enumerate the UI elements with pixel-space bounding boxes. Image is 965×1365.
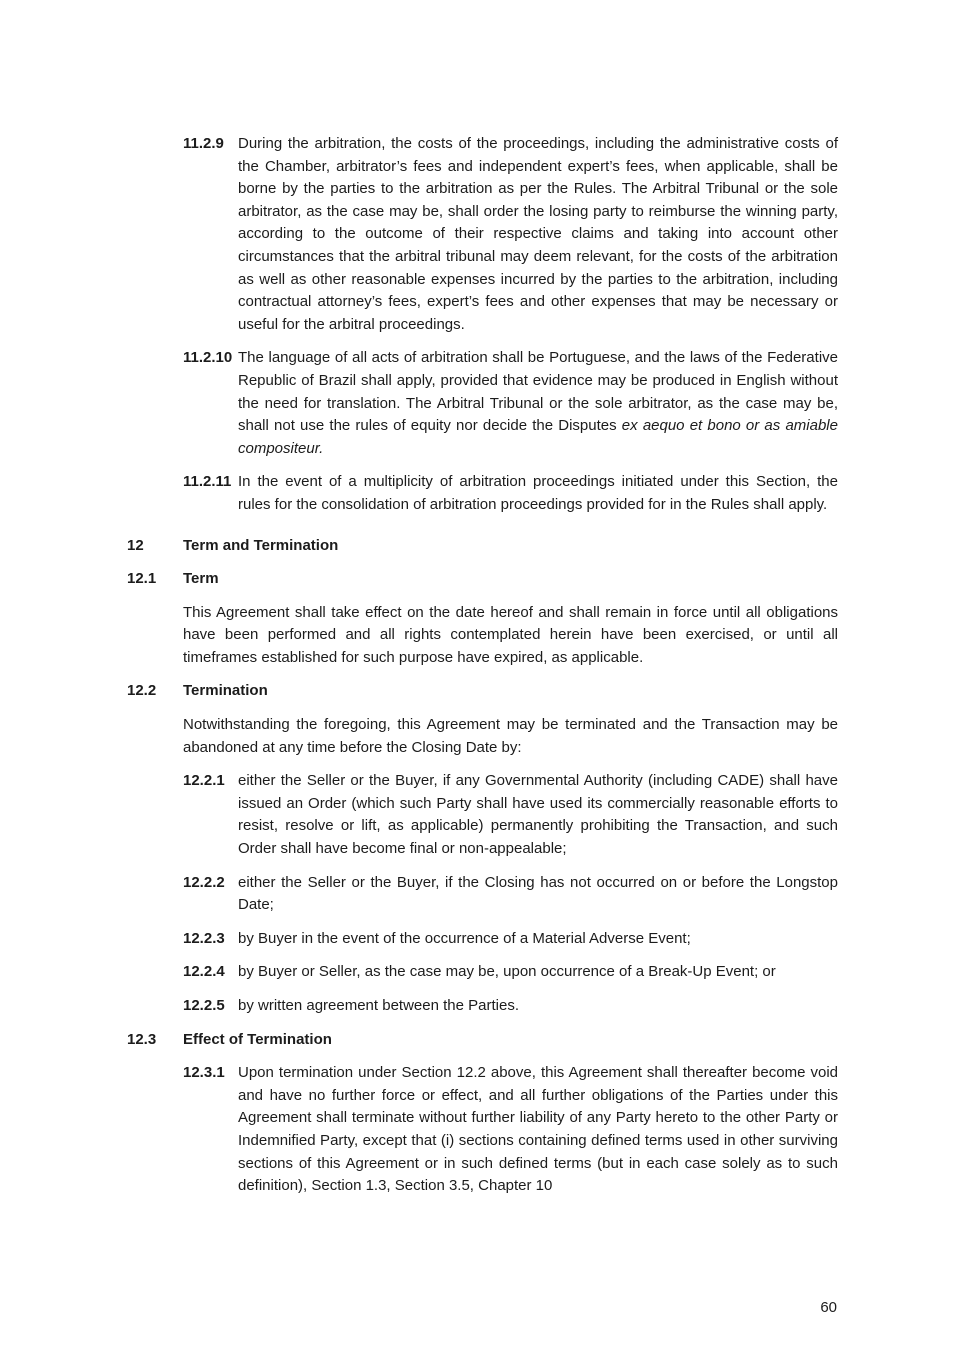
clause-number: 12.2	[127, 682, 157, 700]
subsection-heading	[127, 568, 838, 591]
clause-text: This Agreement shall take effect on the date hereof and shall remain in force until all obligations have been performed and all rights contemplated herein have been exercised, or until all timeframes established for such purpose have expired, as applicable.	[183, 603, 838, 666]
numbered-clause	[127, 1062, 838, 1198]
section-heading	[127, 535, 838, 558]
clause-number: 11.2.11	[183, 473, 232, 491]
clause-number: 12.3	[127, 1030, 157, 1048]
numbered-clause	[127, 347, 838, 460]
numbered-clause	[127, 995, 838, 1018]
clause-text: Upon termination under Section 12.2 above, this Agreement shall thereafter become void and have no further force or effect, and all further obligations of the Parties under this Agreement shall terminate without further liability of any Party hereto to the other Party or Indemnified Party, except that (i) sections containing defined terms used in other surviving sections of this Agreement or in such defined terms (but in each case solely as to such definition), Section 1.3, Section 3.5, Chapter 10	[238, 1064, 838, 1195]
clause-text: by Buyer in the event of the occurrence of a Material Adverse Event;	[238, 929, 691, 947]
clause-number: 11.2.10	[183, 349, 233, 367]
numbered-clause	[127, 872, 838, 917]
clause-number: 12.2.2	[183, 873, 225, 891]
subsection-heading	[127, 680, 838, 703]
clause-number: 12.1	[127, 570, 157, 588]
clause-text: either the Seller or the Buyer, if any Governmental Authority (including CADE) shall have issued an Order (which such Party shall have used its commercially reasonable efforts to resist, resolve or lift, as applicable) permanently prohibiting the Transaction, and such Order shall have become final or non-appealable;	[238, 772, 838, 858]
paragraph	[127, 602, 838, 670]
clause-number: 12.2.5	[183, 997, 225, 1014]
clause-number: 12.2.1	[183, 772, 225, 790]
clause-text: either the Seller or the Buyer, if the Closing has not occurred on or before the Longstop Date;	[238, 873, 838, 914]
clause-text: Term and Termination	[183, 536, 339, 554]
paragraph	[127, 714, 838, 759]
clause-number: 11.2.9	[183, 135, 224, 152]
clause-text: Term	[183, 570, 219, 588]
clause-text: Effect of Termination	[183, 1030, 332, 1048]
clause-number: 12	[127, 536, 144, 554]
clause-number: 12.3.1	[183, 1064, 225, 1082]
clause-text: by Buyer or Seller, as the case may be, upon occurrence of a Break-Up Event; or	[238, 963, 776, 981]
numbered-clause	[127, 770, 838, 860]
clause-text: The language of all acts of arbitration shall be Portuguese, and the laws of the Federative Republic of Brazil shall apply, provided that evidence may be produced in English without the need for translation. The Arbitral Tribunal or the sole arbitrator, as the case may be, shall not use the rules of equity nor decide the Disputes ex aequo et bono or as amiable compositeur.	[238, 349, 838, 457]
numbered-clause	[127, 961, 838, 984]
clause-text: During the arbitration, the costs of the proceedings, including the administrative costs of the Chamber, arbitrator’s fees and independent expert’s fees, when applicable, shall be borne by the parties to the arbitration as per the Rules. The Arbitral Tribunal or the sole arbitrator, as the case may be, shall order the losing party to reimburse the winning party, according to the outcome of their respective claims and taking into account other circumstances that the arbitral tribunal may deem relevant, for the costs of the arbitration as well as other reasonable expenses incurred by the parties to the arbitration, including contractual attorney’s fees, expert’s fees and other expenses that may be necessary or useful for the arbitral proceedings.	[238, 135, 838, 333]
clause-number: 12.2.4	[183, 963, 225, 981]
clause-text: Termination	[183, 682, 268, 700]
numbered-clause	[127, 928, 838, 951]
subsection-heading	[127, 1029, 838, 1052]
clause-text: In the event of a multiplicity of arbitration proceedings initiated under this Section, the rules for the consolidation of arbitration proceedings provided for in the Rules shall apply.	[238, 473, 838, 513]
numbered-clause	[127, 133, 838, 336]
page-number: 60	[820, 1299, 837, 1316]
numbered-clause	[127, 471, 838, 516]
clause-text: Notwithstanding the foregoing, this Agreement may be terminated and the Transaction may be abandoned at any time before the Closing Date by:	[183, 716, 838, 756]
document-body	[127, 133, 838, 1209]
clause-number: 12.2.3	[183, 929, 225, 947]
clause-text: by written agreement between the Parties.	[238, 997, 519, 1014]
